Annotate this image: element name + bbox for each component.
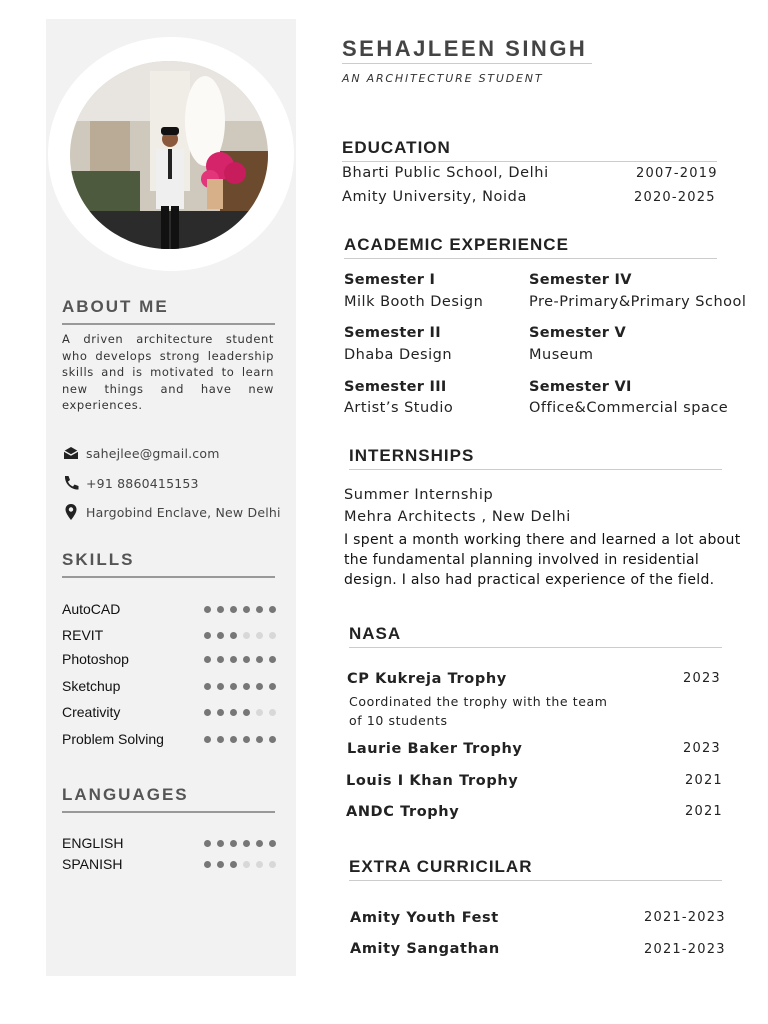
semester-project: Dhaba Design <box>344 347 453 363</box>
skill-row <box>62 677 276 695</box>
skills-heading: SKILLS <box>62 550 275 578</box>
rating-dots <box>204 736 276 743</box>
trophy-year: 2021 <box>685 804 723 819</box>
skill-row <box>62 600 276 618</box>
rating-dot-filled <box>256 656 263 663</box>
rating-dot-filled <box>230 632 237 639</box>
rating-dot-empty <box>256 632 263 639</box>
rating-dot-empty <box>243 632 250 639</box>
semester-label: Semester VI <box>529 379 632 395</box>
trophy-name: Louis I Khan Trophy <box>346 773 519 789</box>
skill-row <box>62 650 276 668</box>
skill-label: Problem Solving <box>62 731 164 747</box>
phone-icon <box>62 474 80 492</box>
rating-dot-filled <box>217 861 224 868</box>
rating-dot-filled <box>243 606 250 613</box>
envelope-icon <box>62 444 80 462</box>
location-pin-icon <box>62 503 80 521</box>
rating-dots <box>204 656 276 663</box>
rating-dot-filled <box>204 632 211 639</box>
semester-label: Semester II <box>344 325 441 341</box>
rating-dot-filled <box>243 656 250 663</box>
education-years: 2020-2025 <box>634 190 716 205</box>
rating-dot-filled <box>269 683 276 690</box>
rating-dot-filled <box>204 709 211 716</box>
activity-name: Amity Sangathan <box>350 941 500 957</box>
language-row <box>62 855 276 873</box>
rating-dots <box>204 840 276 847</box>
skill-row <box>62 730 276 748</box>
rating-dot-empty <box>269 709 276 716</box>
semester-label: Semester IV <box>529 272 632 288</box>
rating-dot-filled <box>269 656 276 663</box>
rating-dot-empty <box>256 861 263 868</box>
rating-dot-filled <box>269 736 276 743</box>
rating-dots <box>204 606 276 613</box>
rating-dots <box>204 632 276 639</box>
rating-dot-filled <box>217 736 224 743</box>
rating-dot-empty <box>269 861 276 868</box>
rating-dot-empty <box>243 861 250 868</box>
trophy-name: CP Kukreja Trophy <box>347 671 507 687</box>
rating-dot-filled <box>204 861 211 868</box>
address-text: Hargobind Enclave, New Delhi <box>86 504 281 520</box>
languages-heading: LANGUAGES <box>62 785 275 813</box>
contact-email[interactable] <box>62 444 220 462</box>
rating-dot-filled <box>204 683 211 690</box>
sidebar <box>46 19 296 976</box>
language-label: ENGLISH <box>62 835 124 851</box>
rating-dot-filled <box>243 709 250 716</box>
rating-dot-filled <box>243 683 250 690</box>
rating-dot-empty <box>269 632 276 639</box>
activity-years: 2021-2023 <box>644 942 726 957</box>
contact-phone[interactable] <box>62 474 199 492</box>
rating-dot-filled <box>204 656 211 663</box>
education-school: Amity University, Noida <box>342 189 527 205</box>
internship-role: Summer Internship <box>344 487 494 503</box>
rating-dot-filled <box>217 683 224 690</box>
rating-dot-filled <box>230 861 237 868</box>
extra-heading: EXTRA CURRICILAR <box>349 857 722 881</box>
person-subtitle: AN ARCHITECTURE STUDENT <box>342 72 544 85</box>
skill-row <box>62 703 276 721</box>
contact-address <box>62 503 281 521</box>
semester-project: Museum <box>529 347 594 363</box>
trophy-name: ANDC Trophy <box>346 804 460 820</box>
rating-dots <box>204 683 276 690</box>
name-divider <box>342 63 592 64</box>
rating-dot-filled <box>204 840 211 847</box>
semester-project: Office&Commercial space <box>529 400 729 416</box>
email-text: sahejlee@gmail.com <box>86 445 220 461</box>
rating-dot-filled <box>230 606 237 613</box>
semester-label: Semester III <box>344 379 447 395</box>
internship-description: I spent a month working there and learned a lot about the fundamental planning involved in residential design. I also had practical experience of the field. <box>344 532 741 588</box>
nasa-heading: NASA <box>349 624 722 648</box>
rating-dot-filled <box>204 606 211 613</box>
trophy-note: Coordinated the trophy with the team of 10 students <box>349 694 608 728</box>
skill-label: REVIT <box>62 627 104 643</box>
rating-dot-filled <box>230 656 237 663</box>
rating-dot-filled <box>217 632 224 639</box>
semester-project: Artist’s Studio <box>344 400 454 416</box>
internship-company: Mehra Architects , New Delhi <box>344 509 571 525</box>
rating-dot-filled <box>269 840 276 847</box>
education-school: Bharti Public School, Delhi <box>342 165 549 181</box>
language-row <box>62 834 276 852</box>
rating-dots <box>204 709 276 716</box>
phone-text: +91 8860415153 <box>86 475 199 491</box>
academic-heading: ACADEMIC EXPERIENCE <box>344 235 717 259</box>
activity-years: 2021-2023 <box>644 910 726 925</box>
rating-dot-filled <box>243 736 250 743</box>
rating-dot-filled <box>243 840 250 847</box>
trophy-name: Laurie Baker Trophy <box>347 741 523 757</box>
rating-dots <box>204 861 276 868</box>
rating-dot-filled <box>230 683 237 690</box>
skill-label: Sketchup <box>62 678 121 694</box>
skill-row <box>62 626 276 644</box>
internships-heading: INTERNSHIPS <box>349 446 722 470</box>
rating-dot-filled <box>217 606 224 613</box>
rating-dot-empty <box>256 709 263 716</box>
profile-photo <box>70 61 268 249</box>
rating-dot-filled <box>230 736 237 743</box>
trophy-year: 2023 <box>683 671 721 686</box>
rating-dot-filled <box>217 709 224 716</box>
skill-label: Creativity <box>62 704 121 720</box>
trophy-year: 2023 <box>683 741 721 756</box>
rating-dot-filled <box>230 840 237 847</box>
semester-project: Milk Booth Design <box>344 294 484 310</box>
rating-dot-filled <box>256 736 263 743</box>
semester-label: Semester V <box>529 325 627 341</box>
rating-dot-filled <box>230 709 237 716</box>
rating-dot-filled <box>217 840 224 847</box>
semester-project: Pre-Primary&Primary School <box>529 294 747 310</box>
trophy-year: 2021 <box>685 773 723 788</box>
rating-dot-filled <box>256 606 263 613</box>
skill-label: AutoCAD <box>62 601 121 617</box>
education-heading: EDUCATION <box>342 138 717 162</box>
about-heading: ABOUT ME <box>62 297 275 325</box>
rating-dot-filled <box>269 606 276 613</box>
education-years: 2007-2019 <box>636 166 718 181</box>
language-label: SPANISH <box>62 856 123 872</box>
about-text: A driven architecture student who develops strong leadership skills and is motivated to learn new things and have new experiences. <box>62 332 274 412</box>
activity-name: Amity Youth Fest <box>350 910 499 926</box>
semester-label: Semester I <box>344 272 436 288</box>
skill-label: Photoshop <box>62 651 129 667</box>
person-name: SEHAJLEEN SINGH <box>342 36 588 61</box>
rating-dot-filled <box>256 840 263 847</box>
rating-dot-filled <box>217 656 224 663</box>
rating-dot-filled <box>256 683 263 690</box>
rating-dot-filled <box>204 736 211 743</box>
